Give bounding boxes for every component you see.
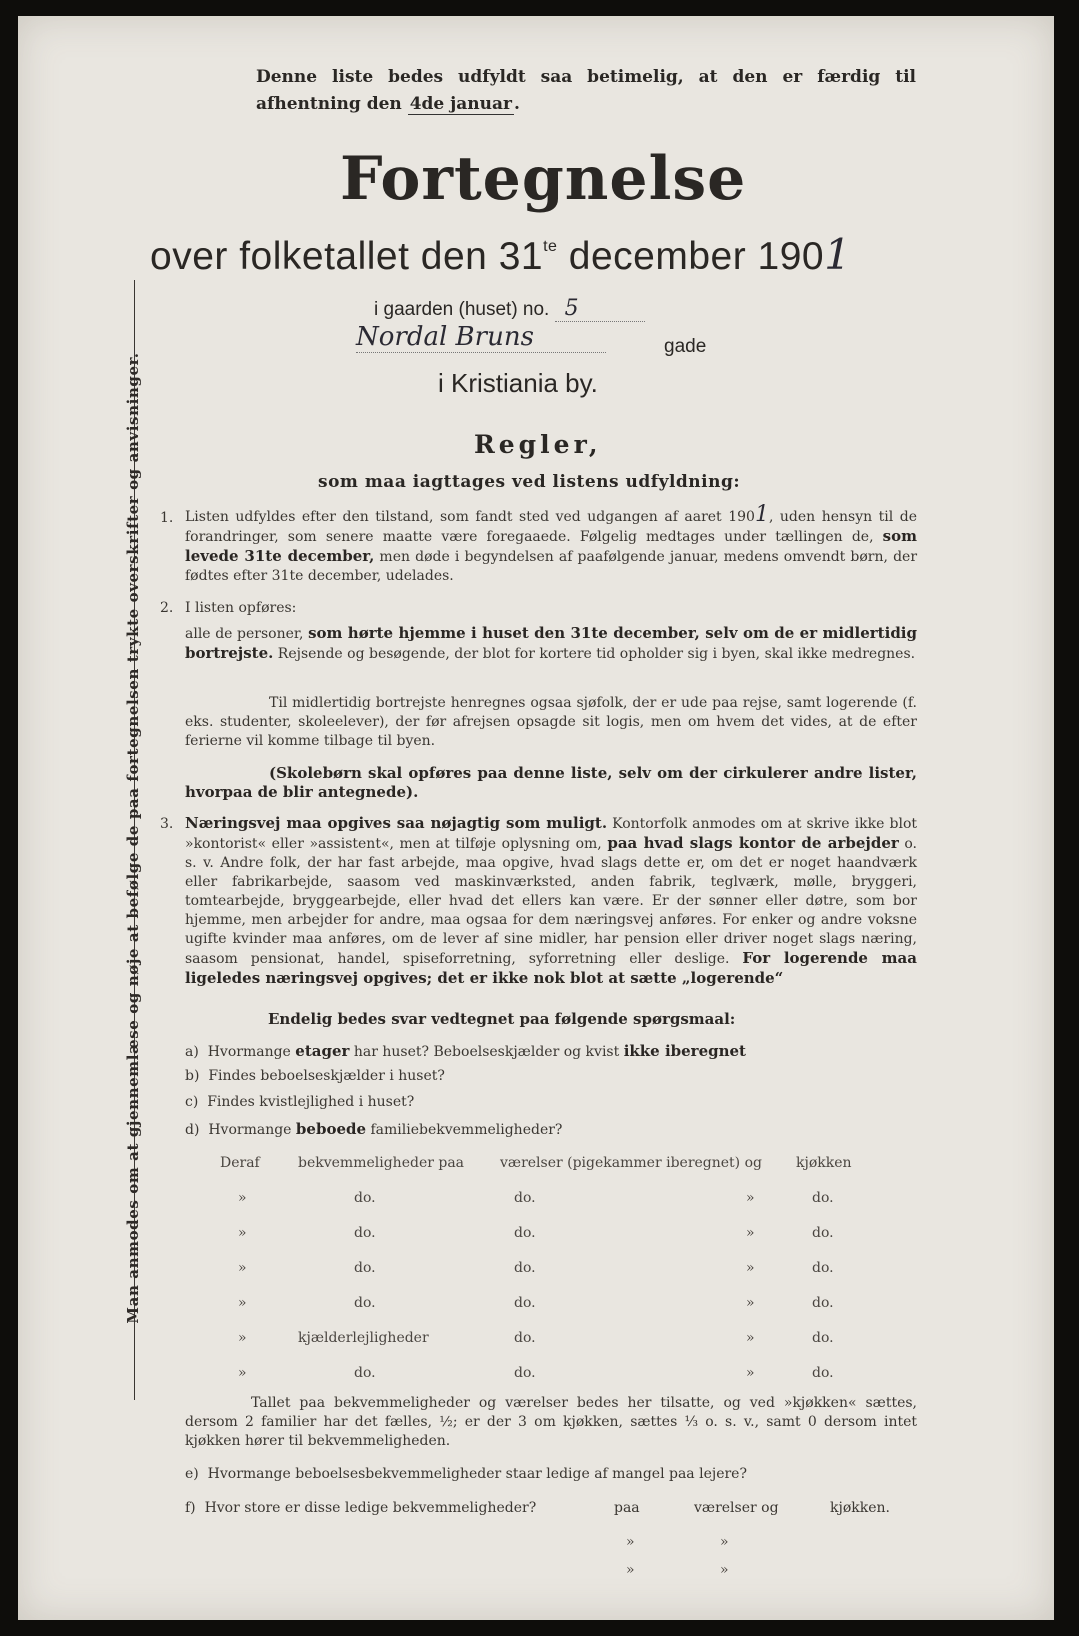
gade-label: gade [664, 336, 707, 357]
handwritten-year-rule1: 1 [754, 502, 769, 527]
question-f-vaerelser: værelser og [694, 1500, 779, 1516]
rule-2-heading: I listen opføres: [185, 600, 297, 616]
ditto-mark: » [746, 1260, 755, 1276]
table-row-rooms: do. [514, 1225, 536, 1241]
table-row-type: do. [354, 1260, 376, 1276]
rule-3-text: Næringsvej maa opgives saa nøjagtig som muligt. Kontorfolk anmodes om at skrive ikke blot »kontorist« eller »assistent«, men at tilføje oplysning om, paa hvad slags kontor de arbejder o. s. v. Andre folk, der har fast arbejde, maa opgive, hvad slags dette er, om det er noget haandværk eller fabrikarbejde, saasom ved maskinværksted, anden fabrik, teglværk, mølle, bryggeri, tomtearbejde, bryggearbejde, eller hvad det ellers kan være. Er der sønner eller døtre, som bor hjemme, men arbejder for andre, maa ogsaa for dem næringsvej anføres. For enker og andre voksne ugifte kvinder maa anføres, om de lever af sine midler, har pension eller driver noget slags næring, saasom pensionat, handel, spiseforretning, syforretning eller deslige. For logerende maa ligeledes næringsvej opgives; det er ikke nok blot at sætte „logerende“ [185, 814, 918, 987]
table-row-type: do. [354, 1225, 376, 1241]
ditto-mark: » [746, 1225, 755, 1241]
handwritten-house-number: 5 [564, 296, 579, 321]
city-label: i Kristiania by. [438, 368, 598, 398]
ditto-mark: » [238, 1225, 247, 1241]
table-row-rooms: do. [514, 1330, 536, 1346]
rules-heading: Regler, [474, 430, 602, 459]
ditto-mark: » [238, 1330, 247, 1346]
pickup-date: 4de januar [409, 94, 512, 114]
table-row-type: do. [354, 1190, 376, 1206]
question-f: f) Hvor store er disse ledige bekvemmeligheder? [185, 1500, 537, 1516]
question-d: d) Hvormange beboede familiebekvemmeligheder? [185, 1120, 563, 1138]
side-instruction-text: Man anmodes om at gjennemlæse og nøje at befølge de paa fortegnelsen trykte overskrifter og anvisninger. [124, 352, 142, 1324]
table-row-type: do. [354, 1295, 376, 1311]
table-row-rooms: do. [514, 1190, 536, 1206]
rule-1-number: 1. [160, 510, 174, 526]
table-row-kitchen: do. [812, 1260, 834, 1276]
table-row-kitchen: do. [812, 1365, 834, 1381]
rules-subheading: som maa iagttages ved listens udfyldning: [318, 472, 741, 492]
ditto-mark: » [746, 1330, 755, 1346]
handwritten-year: 1 [824, 230, 852, 279]
house-number-line: i gaarden (huset) no. 5 [374, 296, 645, 322]
table-row-kitchen: do. [812, 1190, 834, 1206]
ditto-mark: » [720, 1562, 729, 1578]
table-row-kitchen: do. [812, 1225, 834, 1241]
rule-2b-text: Til midlertidig bortrejste henregnes ogsaa sjøfolk, der er ude paa rejse, samt logerende (f. eks. studenter, skoleelever), der før afrejsen opsagde sit logis, men om hvem det vides, at de efter ferierne vil komme tilbage til byen. [185, 695, 917, 749]
rule-2-number: 2. [160, 600, 174, 616]
page-title: Fortegnelse [340, 144, 747, 214]
street-line [356, 322, 606, 353]
table-row-rooms: do. [514, 1295, 536, 1311]
table-row-kitchen: do. [812, 1330, 834, 1346]
question-f-paa: paa [614, 1500, 640, 1516]
ditto-mark: » [746, 1295, 755, 1311]
ditto-mark: » [238, 1190, 247, 1206]
ditto-mark: » [626, 1562, 635, 1578]
ditto-mark: » [238, 1365, 247, 1381]
table-row-rooms: do. [514, 1365, 536, 1381]
ditto-mark: » [238, 1295, 247, 1311]
handwritten-street-name: Nordal Bruns [356, 322, 606, 353]
table-header-deraf: Deraf [220, 1155, 260, 1171]
question-b: b) Findes beboelseskjælder i huset? [185, 1068, 445, 1084]
ditto-mark: » [238, 1260, 247, 1276]
table-row-type: kjælderlejligheder [298, 1330, 429, 1346]
ditto-mark: » [720, 1534, 729, 1550]
pickup-notice: Denne liste bedes udfyldt saa betimelig, at den er færdig til afhentning den 4de januar . [256, 67, 916, 114]
table-note: Tallet paa bekvemmeligheder og værelser bedes her tilsatte, og ved »kjøkken« sættes, dersom 2 familier har det fælles, ½; er der 3 om kjøkken, sættes ⅓ o. s. v., samt 0 dersom intet kjøkken hører til bekvemmeligheden. [185, 1395, 917, 1449]
question-c: c) Findes kvistlejlighed i huset? [185, 1094, 415, 1110]
table-row-type: do. [354, 1365, 376, 1381]
rule-2c-text: (Skolebørn skal opføres paa denne liste, selv om der cirkulerer andre lister, hvorpaa de blir antegnede). [185, 764, 917, 801]
table-header-bekvemmeligheder: bekvemmeligheder paa [298, 1155, 465, 1171]
table-row-kitchen: do. [812, 1295, 834, 1311]
rule-1-text: Listen udfyldes efter den tilstand, som fandt sted ved udgangen af aaret 1901, uden hensyn til de forandringer, som senere maatte være foregaaede. Følgelig medtages under tællingen de, som levede 31te december, men døde i begyndelsen af paafølgende januar, medens omvendt børn, der fødtes efter 31te december, udelades. [185, 502, 918, 584]
ditto-mark: » [746, 1190, 755, 1206]
ditto-mark: » [746, 1365, 755, 1381]
rule-3-number: 3. [160, 816, 174, 832]
question-a: a) Hvormange etager har huset? Beboelseskjælder og kvist ikke iberegnet [185, 1042, 746, 1060]
question-f-kjokken: kjøkken. [830, 1500, 890, 1516]
page-subtitle: over folketallet den $31^{te}$ december 1901 [150, 230, 852, 279]
table-header-kjokken: kjøkken [796, 1155, 852, 1171]
ditto-mark: » [626, 1534, 635, 1550]
table-row-rooms: do. [514, 1260, 536, 1276]
rule-2a-text: alle de personer, som hørte hjemme i huset den 31te december, selv om de er midlertidig bortrejste. Rejsende og besøgende, der blot for kortere tid opholder sig i byen, skal ikke medregnes. [185, 624, 917, 662]
question-e: e) Hvormange beboelsesbekvemmeligheder staar ledige af mangel paa lejere? [185, 1466, 747, 1482]
questions-heading: Endelig bedes svar vedtegnet paa følgende spørgsmaal: [268, 1010, 736, 1028]
table-header-vaerelser: værelser (pigekammer iberegnet) og [500, 1155, 762, 1171]
